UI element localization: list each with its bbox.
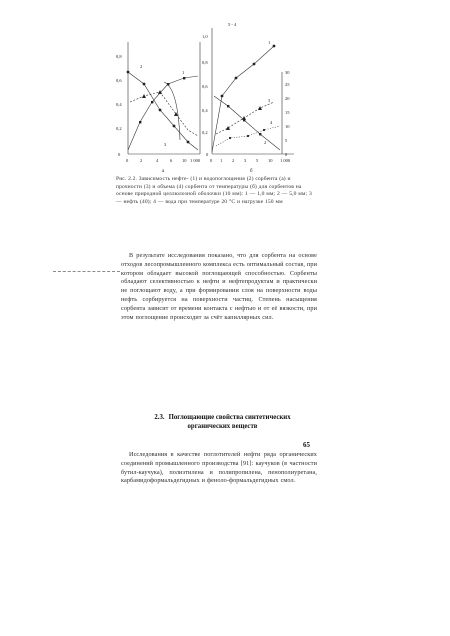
right-y2-label-1: 5 — [285, 138, 288, 143]
right-panel — [212, 28, 294, 154]
figure-graphs — [104, 22, 304, 180]
section-title-text: Поглощающие свойства синтетических органических веществ — [168, 414, 291, 430]
left-curve-3 — [130, 92, 198, 136]
paragraph-2: Исследования в качестве поглотителей нефти ряда органических соединений промышленного производства [91]: каучуков (в частности бутил-каучука), полиэтилена и полипропилена, пенополиуретана, карбамидоформальдегидных и феноло-формальдегидных смол. — [121, 451, 317, 485]
right-y2-label-3: 15 — [285, 110, 290, 115]
right-curve-num-1: 2 — [264, 140, 267, 145]
right-x-label-2: 2 — [232, 158, 235, 163]
margin-dashed-rule — [53, 271, 120, 272]
figure-caption: Рис. 2.2. Зависимость нефте- (1) и водопоглощения (2) сорбента (а) и прочности (3) и объема (4) сорбента от температуры (б) для сорбентов на основе природной целлюлозной оболочки (10 мм): 1 — 1,0 мм; 2 — 5,0 мм; 3 — нефть (40); 4 — вода при температуре 20 °С и нагрузке 150 мм — [116, 176, 312, 205]
left-x-label-4: 10 — [182, 158, 187, 163]
left-curve-arc — [164, 82, 180, 140]
left-y-label-4: 0,8 — [116, 54, 122, 59]
left-x-label-1: 2 — [140, 158, 143, 163]
right-labels — [202, 22, 291, 174]
paragraph-1: В результате исследования показано, что для сорбента на основе отходов лесопромышленного комплекса есть оптимальный состав, при котором обладает высокой поглощающей способностью. Сорбенты обладают селективностью к нефти и нефтепродуктам и практически не поглощают воду, а при формировании слоя на поверхности воды нефть сорбируется на поверхности частиц. Степень насыщения сорбента зависит от времени контакта с нефтью и от её вязкости, при этом поглощение происходит за счёт капиллярных сил. — [121, 252, 317, 321]
right-y2-label-0: 0 — [285, 152, 288, 157]
right-x-label-5: 10 — [268, 158, 273, 163]
right-y2-label-6: 30 — [285, 70, 290, 75]
right-y-label-1: 0,2 — [202, 130, 208, 135]
right-curve-num-2: 3 — [268, 98, 271, 103]
right-markers — [221, 45, 276, 140]
figure-svg — [104, 22, 304, 180]
left-x-label-5: 1 000 — [190, 158, 201, 163]
right-y2-label-5: 25 — [285, 82, 290, 87]
right-x-label-0: 0 — [210, 158, 213, 163]
right-x-label-6: 1 000 — [280, 158, 291, 163]
right-y-label-4: 0,8 — [202, 60, 208, 65]
right-y2-label-4: 20 — [285, 96, 290, 101]
left-curve-num-0: 2 — [140, 64, 143, 69]
right-x-label-1: 1 — [220, 158, 223, 163]
left-panel-letter: а — [162, 169, 165, 174]
left-y-label-0: 0 — [118, 152, 121, 157]
left-curve-num-2: 3 — [164, 142, 167, 147]
right-y-label-0: 0 — [206, 152, 209, 157]
right-x-label-4: 5 — [256, 158, 259, 163]
right-y-label-2: 0,4 — [202, 108, 208, 113]
right-top-label: 5 - 4 — [228, 22, 237, 27]
right-panel-letter: б — [250, 169, 253, 174]
right-y-label-3: 0,6 — [202, 84, 208, 89]
left-x-label-0: 0 — [126, 158, 129, 163]
page-number: 65 — [303, 441, 310, 449]
left-x-label-2: 4 — [156, 158, 159, 163]
left-curve-1 — [128, 72, 198, 150]
left-y-label-3: 0,6 — [116, 78, 122, 83]
right-y-label-5: 1,0 — [202, 34, 208, 39]
right-curve-num-0: 1 — [268, 40, 271, 45]
right-x-label-3: 3 — [244, 158, 247, 163]
left-panel — [128, 42, 200, 154]
left-y-label-1: 0,2 — [116, 126, 122, 131]
left-x-label-3: 6 — [170, 158, 173, 163]
left-curve-num-1: 1 — [182, 70, 185, 75]
right-curve-1 — [212, 46, 274, 152]
right-y2-label-2: 10 — [285, 124, 290, 129]
right-curve-num-3: 4 — [270, 120, 273, 125]
section-heading — [135, 413, 310, 431]
section-number: 2.3. — [154, 414, 165, 421]
left-y-label-2: 0,4 — [116, 102, 122, 107]
